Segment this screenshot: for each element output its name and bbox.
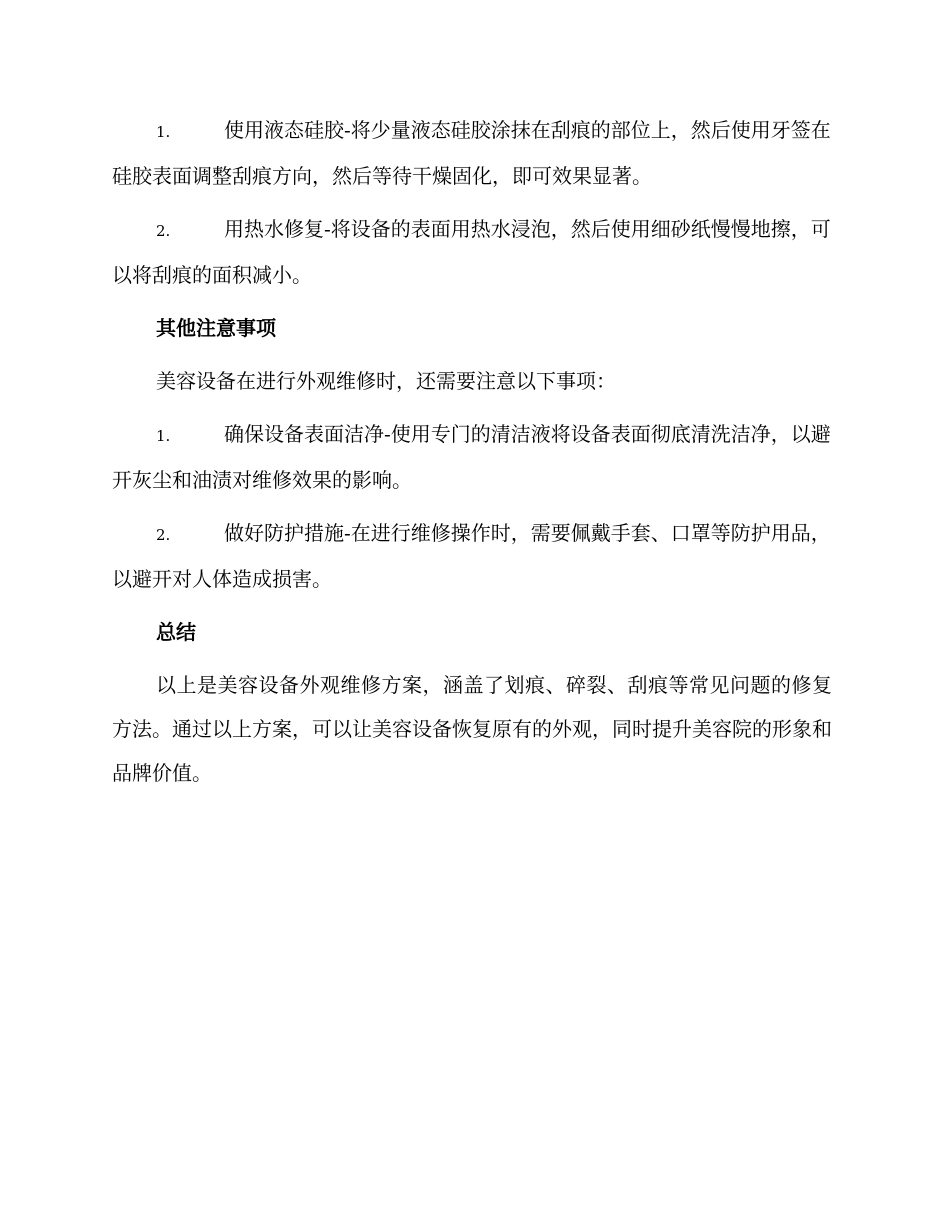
list-number: 1. — [156, 427, 171, 445]
list-item-text: 做好防护措施-在进行维修操作时，需要佩戴手套、口罩等防护用品，以避开对人体造成损害。 — [112, 521, 831, 591]
section-heading-summary: 总结 — [156, 620, 196, 644]
list-item — [112, 108, 832, 198]
list-item — [112, 511, 832, 601]
list-item — [112, 207, 832, 297]
document-page — [112, 108, 832, 804]
section-intro: 美容设备在进行外观维修时，还需要注意以下事项： — [156, 369, 616, 393]
list-item-text: 使用液态硅胶-将少量液态硅胶涂抹在刮痕的部位上，然后使用牙签在硅胶表面调整刮痕方向，然后等待干燥固化，即可效果显著。 — [112, 118, 831, 188]
list-number: 1. — [156, 123, 171, 141]
list-number: 2. — [156, 222, 171, 240]
list-item-text: 确保设备表面洁净-使用专门的清洁液将设备表面彻底清洗洁净，以避开灰尘和油渍对维修效果的影响。 — [112, 422, 831, 492]
list-item-text: 用热水修复-将设备的表面用热水浸泡，然后使用细砂纸慢慢地擦，可以将刮痕的面积减小。 — [112, 217, 831, 287]
summary-paragraph: 以上是美容设备外观维修方案，涵盖了划痕、碎裂、刮痕等常见问题的修复方法。通过以上方案，可以让美容设备恢复原有的外观，同时提升美容院的形象和品牌价值。 — [112, 673, 832, 785]
list-item — [112, 412, 832, 502]
section-heading-other: 其他注意事项 — [156, 316, 276, 340]
list-number: 2. — [156, 526, 171, 544]
